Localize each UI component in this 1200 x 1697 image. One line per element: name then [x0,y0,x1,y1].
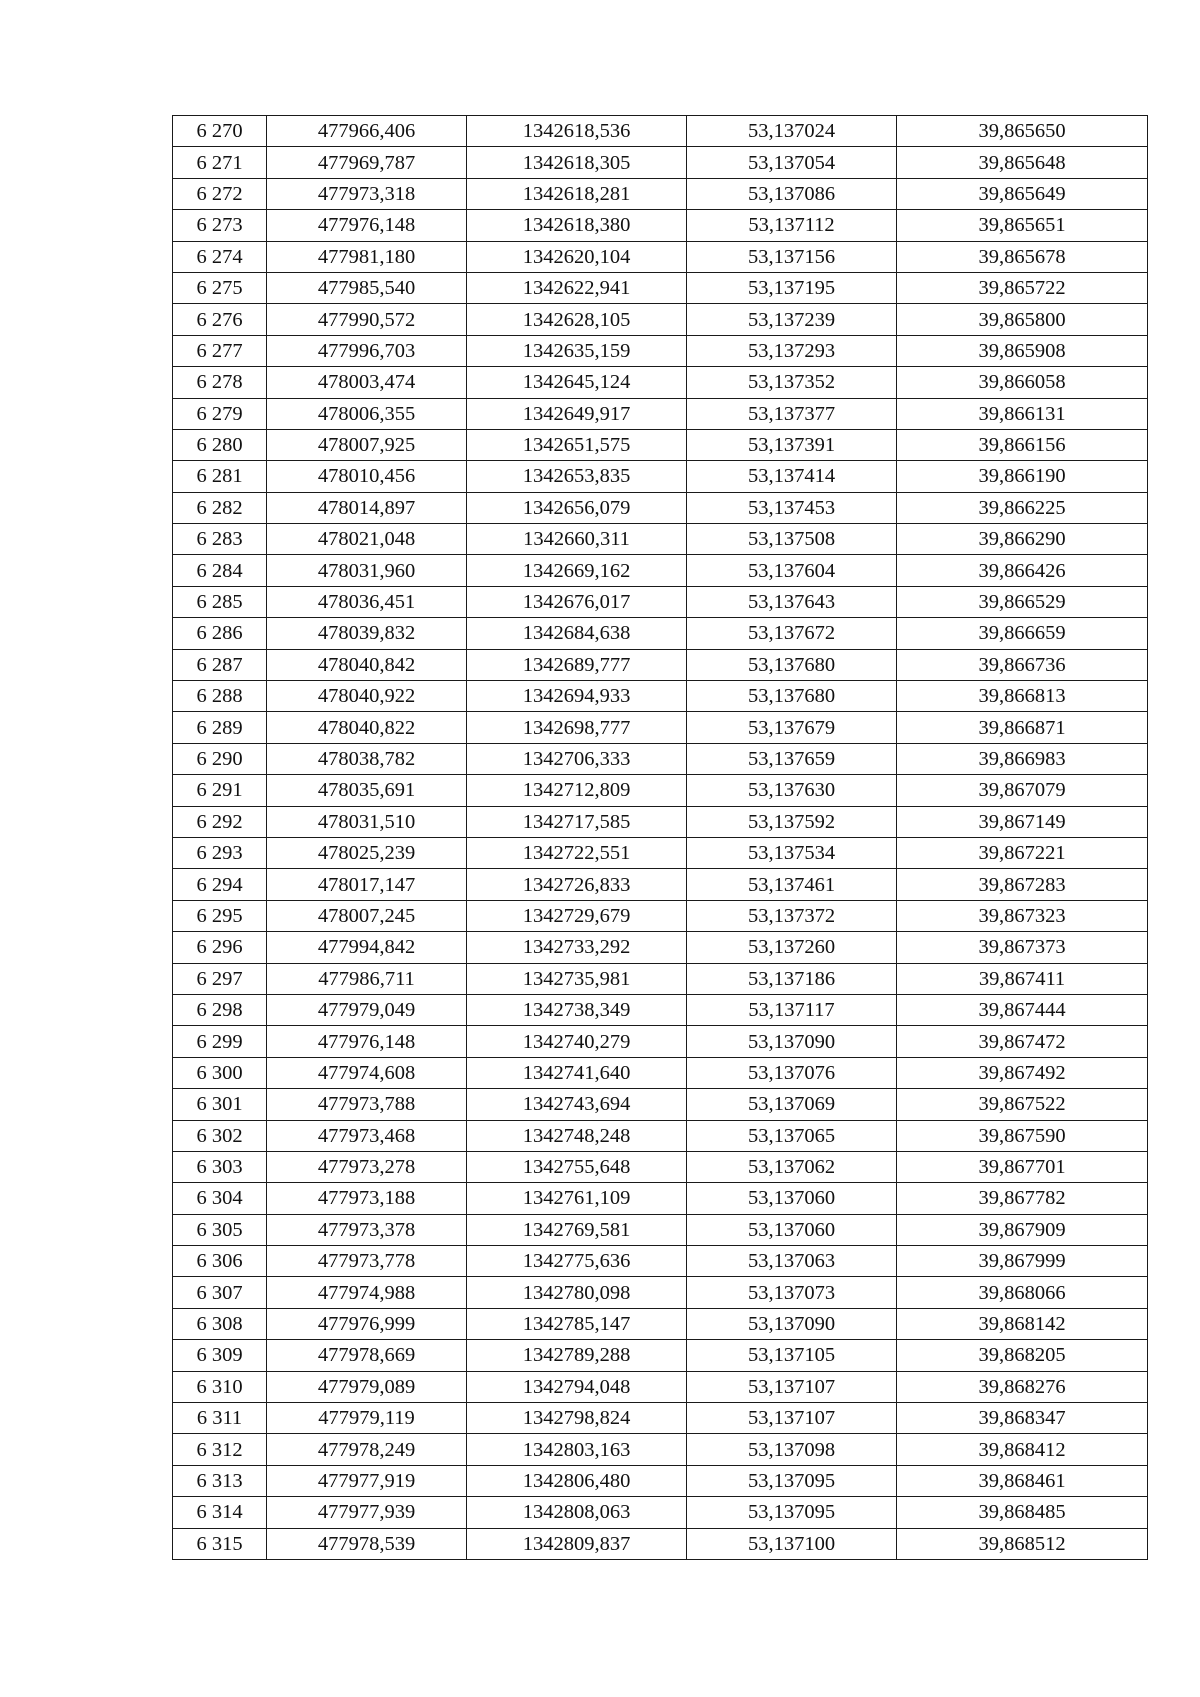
latitude-cell: 53,137186 [687,963,897,994]
table-row [173,116,1148,147]
longitude-cell: 39,868205 [897,1340,1148,1371]
y-coordinate-cell: 1342689,777 [467,649,687,680]
point-number-cell: 6 308 [173,1308,267,1339]
x-coordinate-cell: 477973,318 [267,178,467,209]
point-number-cell: 6 301 [173,1089,267,1120]
point-number-cell: 6 303 [173,1151,267,1182]
latitude-cell: 53,137060 [687,1183,897,1214]
x-coordinate-cell: 477976,148 [267,210,467,241]
longitude-cell: 39,868142 [897,1308,1148,1339]
table-row [173,1151,1148,1182]
y-coordinate-cell: 1342676,017 [467,586,687,617]
point-number-cell: 6 309 [173,1340,267,1371]
point-number-cell: 6 275 [173,272,267,303]
point-number-cell: 6 291 [173,775,267,806]
x-coordinate-cell: 477977,919 [267,1465,467,1496]
table-row [173,900,1148,931]
table-row [173,618,1148,649]
point-number-cell: 6 292 [173,806,267,837]
latitude-cell: 53,137680 [687,681,897,712]
point-number-cell: 6 310 [173,1371,267,1402]
table-row [173,775,1148,806]
table-row [173,1371,1148,1402]
y-coordinate-cell: 1342789,288 [467,1340,687,1371]
x-coordinate-cell: 478040,822 [267,712,467,743]
point-number-cell: 6 283 [173,524,267,555]
coordinates-table [172,115,1148,1560]
point-number-cell: 6 297 [173,963,267,994]
longitude-cell: 39,866659 [897,618,1148,649]
latitude-cell: 53,137508 [687,524,897,555]
point-number-cell: 6 288 [173,681,267,712]
longitude-cell: 39,866131 [897,398,1148,429]
latitude-cell: 53,137076 [687,1057,897,1088]
point-number-cell: 6 286 [173,618,267,649]
table-row [173,1403,1148,1434]
y-coordinate-cell: 1342712,809 [467,775,687,806]
longitude-cell: 39,867701 [897,1151,1148,1182]
longitude-cell: 39,868461 [897,1465,1148,1496]
point-number-cell: 6 314 [173,1497,267,1528]
point-number-cell: 6 287 [173,649,267,680]
table-row [173,1308,1148,1339]
point-number-cell: 6 293 [173,837,267,868]
longitude-cell: 39,865650 [897,116,1148,147]
table-row [173,555,1148,586]
y-coordinate-cell: 1342740,279 [467,1026,687,1057]
x-coordinate-cell: 477978,249 [267,1434,467,1465]
x-coordinate-cell: 477985,540 [267,272,467,303]
table-row [173,1183,1148,1214]
point-number-cell: 6 272 [173,178,267,209]
longitude-cell: 39,867444 [897,994,1148,1025]
table-row [173,806,1148,837]
point-number-cell: 6 270 [173,116,267,147]
table-row [173,398,1148,429]
table-row [173,1497,1148,1528]
y-coordinate-cell: 1342645,124 [467,367,687,398]
latitude-cell: 53,137604 [687,555,897,586]
point-number-cell: 6 306 [173,1246,267,1277]
x-coordinate-cell: 477979,089 [267,1371,467,1402]
latitude-cell: 53,137062 [687,1151,897,1182]
y-coordinate-cell: 1342809,837 [467,1528,687,1559]
longitude-cell: 39,866225 [897,492,1148,523]
y-coordinate-cell: 1342726,833 [467,869,687,900]
longitude-cell: 39,868512 [897,1528,1148,1559]
table-row [173,1089,1148,1120]
x-coordinate-cell: 478039,832 [267,618,467,649]
y-coordinate-cell: 1342735,981 [467,963,687,994]
point-number-cell: 6 289 [173,712,267,743]
point-number-cell: 6 302 [173,1120,267,1151]
y-coordinate-cell: 1342738,349 [467,994,687,1025]
point-number-cell: 6 271 [173,147,267,178]
x-coordinate-cell: 478003,474 [267,367,467,398]
latitude-cell: 53,137156 [687,241,897,272]
x-coordinate-cell: 477977,939 [267,1497,467,1528]
longitude-cell: 39,865908 [897,335,1148,366]
point-number-cell: 6 284 [173,555,267,586]
x-coordinate-cell: 477986,711 [267,963,467,994]
y-coordinate-cell: 1342656,079 [467,492,687,523]
point-number-cell: 6 285 [173,586,267,617]
table-row [173,492,1148,523]
latitude-cell: 53,137100 [687,1528,897,1559]
longitude-cell: 39,868485 [897,1497,1148,1528]
x-coordinate-cell: 477973,788 [267,1089,467,1120]
coordinates-table-body [173,116,1148,1560]
x-coordinate-cell: 477974,608 [267,1057,467,1088]
latitude-cell: 53,137391 [687,429,897,460]
latitude-cell: 53,137352 [687,367,897,398]
y-coordinate-cell: 1342694,933 [467,681,687,712]
latitude-cell: 53,137592 [687,806,897,837]
point-number-cell: 6 307 [173,1277,267,1308]
y-coordinate-cell: 1342722,551 [467,837,687,868]
longitude-cell: 39,868412 [897,1434,1148,1465]
table-row [173,147,1148,178]
longitude-cell: 39,867411 [897,963,1148,994]
longitude-cell: 39,867079 [897,775,1148,806]
latitude-cell: 53,137630 [687,775,897,806]
longitude-cell: 39,866290 [897,524,1148,555]
x-coordinate-cell: 478038,782 [267,743,467,774]
longitude-cell: 39,867373 [897,932,1148,963]
x-coordinate-cell: 477973,468 [267,1120,467,1151]
longitude-cell: 39,867999 [897,1246,1148,1277]
table-row [173,524,1148,555]
longitude-cell: 39,867909 [897,1214,1148,1245]
x-coordinate-cell: 477969,787 [267,147,467,178]
latitude-cell: 53,137453 [687,492,897,523]
y-coordinate-cell: 1342622,941 [467,272,687,303]
y-coordinate-cell: 1342618,536 [467,116,687,147]
y-coordinate-cell: 1342698,777 [467,712,687,743]
table-row [173,461,1148,492]
table-row [173,1026,1148,1057]
y-coordinate-cell: 1342733,292 [467,932,687,963]
longitude-cell: 39,868347 [897,1403,1148,1434]
latitude-cell: 53,137659 [687,743,897,774]
y-coordinate-cell: 1342618,281 [467,178,687,209]
table-row [173,743,1148,774]
table-row [173,429,1148,460]
table-row [173,304,1148,335]
table-row [173,1434,1148,1465]
latitude-cell: 53,137672 [687,618,897,649]
point-number-cell: 6 277 [173,335,267,366]
table-row [173,1214,1148,1245]
point-number-cell: 6 278 [173,367,267,398]
latitude-cell: 53,137414 [687,461,897,492]
latitude-cell: 53,137195 [687,272,897,303]
table-row [173,837,1148,868]
point-number-cell: 6 281 [173,461,267,492]
longitude-cell: 39,866813 [897,681,1148,712]
latitude-cell: 53,137063 [687,1246,897,1277]
point-number-cell: 6 282 [173,492,267,523]
latitude-cell: 53,137534 [687,837,897,868]
x-coordinate-cell: 478031,510 [267,806,467,837]
latitude-cell: 53,137105 [687,1340,897,1371]
latitude-cell: 53,137643 [687,586,897,617]
longitude-cell: 39,866156 [897,429,1148,460]
latitude-cell: 53,137065 [687,1120,897,1151]
point-number-cell: 6 299 [173,1026,267,1057]
latitude-cell: 53,137054 [687,147,897,178]
y-coordinate-cell: 1342651,575 [467,429,687,460]
x-coordinate-cell: 478025,239 [267,837,467,868]
point-number-cell: 6 276 [173,304,267,335]
table-row [173,712,1148,743]
point-number-cell: 6 279 [173,398,267,429]
x-coordinate-cell: 477973,778 [267,1246,467,1277]
longitude-cell: 39,866190 [897,461,1148,492]
longitude-cell: 39,866058 [897,367,1148,398]
point-number-cell: 6 304 [173,1183,267,1214]
longitude-cell: 39,867221 [897,837,1148,868]
y-coordinate-cell: 1342761,109 [467,1183,687,1214]
table-row [173,932,1148,963]
longitude-cell: 39,865649 [897,178,1148,209]
x-coordinate-cell: 478006,355 [267,398,467,429]
x-coordinate-cell: 478040,922 [267,681,467,712]
x-coordinate-cell: 477978,669 [267,1340,467,1371]
point-number-cell: 6 296 [173,932,267,963]
point-number-cell: 6 305 [173,1214,267,1245]
y-coordinate-cell: 1342635,159 [467,335,687,366]
longitude-cell: 39,865678 [897,241,1148,272]
y-coordinate-cell: 1342620,104 [467,241,687,272]
latitude-cell: 53,137260 [687,932,897,963]
longitude-cell: 39,867283 [897,869,1148,900]
x-coordinate-cell: 477976,999 [267,1308,467,1339]
y-coordinate-cell: 1342775,636 [467,1246,687,1277]
latitude-cell: 53,137098 [687,1434,897,1465]
x-coordinate-cell: 477976,148 [267,1026,467,1057]
x-coordinate-cell: 478007,245 [267,900,467,931]
latitude-cell: 53,137073 [687,1277,897,1308]
point-number-cell: 6 280 [173,429,267,460]
x-coordinate-cell: 477978,539 [267,1528,467,1559]
table-row [173,963,1148,994]
y-coordinate-cell: 1342653,835 [467,461,687,492]
point-number-cell: 6 294 [173,869,267,900]
y-coordinate-cell: 1342780,098 [467,1277,687,1308]
y-coordinate-cell: 1342794,048 [467,1371,687,1402]
longitude-cell: 39,866529 [897,586,1148,617]
latitude-cell: 53,137377 [687,398,897,429]
latitude-cell: 53,137024 [687,116,897,147]
latitude-cell: 53,137090 [687,1308,897,1339]
table-row [173,1465,1148,1496]
y-coordinate-cell: 1342649,917 [467,398,687,429]
point-number-cell: 6 298 [173,994,267,1025]
table-row [173,869,1148,900]
longitude-cell: 39,866736 [897,649,1148,680]
latitude-cell: 53,137095 [687,1497,897,1528]
point-number-cell: 6 273 [173,210,267,241]
y-coordinate-cell: 1342785,147 [467,1308,687,1339]
point-number-cell: 6 311 [173,1403,267,1434]
table-row [173,649,1148,680]
y-coordinate-cell: 1342669,162 [467,555,687,586]
latitude-cell: 53,137107 [687,1371,897,1402]
longitude-cell: 39,866983 [897,743,1148,774]
longitude-cell: 39,865648 [897,147,1148,178]
longitude-cell: 39,867782 [897,1183,1148,1214]
latitude-cell: 53,137461 [687,869,897,900]
point-number-cell: 6 315 [173,1528,267,1559]
point-number-cell: 6 295 [173,900,267,931]
x-coordinate-cell: 477981,180 [267,241,467,272]
table-row [173,1057,1148,1088]
longitude-cell: 39,867472 [897,1026,1148,1057]
y-coordinate-cell: 1342741,640 [467,1057,687,1088]
y-coordinate-cell: 1342660,311 [467,524,687,555]
table-row [173,241,1148,272]
x-coordinate-cell: 478036,451 [267,586,467,617]
longitude-cell: 39,868276 [897,1371,1148,1402]
latitude-cell: 53,137293 [687,335,897,366]
x-coordinate-cell: 478021,048 [267,524,467,555]
y-coordinate-cell: 1342618,305 [467,147,687,178]
longitude-cell: 39,868066 [897,1277,1148,1308]
longitude-cell: 39,867522 [897,1089,1148,1120]
longitude-cell: 39,867590 [897,1120,1148,1151]
table-row [173,1246,1148,1277]
longitude-cell: 39,866871 [897,712,1148,743]
x-coordinate-cell: 478031,960 [267,555,467,586]
table-row [173,994,1148,1025]
x-coordinate-cell: 477994,842 [267,932,467,963]
x-coordinate-cell: 478014,897 [267,492,467,523]
longitude-cell: 39,867492 [897,1057,1148,1088]
x-coordinate-cell: 477996,703 [267,335,467,366]
longitude-cell: 39,865651 [897,210,1148,241]
table-row [173,681,1148,712]
x-coordinate-cell: 477979,119 [267,1403,467,1434]
y-coordinate-cell: 1342729,679 [467,900,687,931]
table-row [173,1340,1148,1371]
latitude-cell: 53,137680 [687,649,897,680]
table-row [173,1120,1148,1151]
y-coordinate-cell: 1342717,585 [467,806,687,837]
x-coordinate-cell: 478007,925 [267,429,467,460]
table-row [173,1528,1148,1559]
x-coordinate-cell: 477966,406 [267,116,467,147]
y-coordinate-cell: 1342755,648 [467,1151,687,1182]
latitude-cell: 53,137069 [687,1089,897,1120]
point-number-cell: 6 290 [173,743,267,774]
latitude-cell: 53,137112 [687,210,897,241]
y-coordinate-cell: 1342748,248 [467,1120,687,1151]
latitude-cell: 53,137117 [687,994,897,1025]
y-coordinate-cell: 1342803,163 [467,1434,687,1465]
point-number-cell: 6 312 [173,1434,267,1465]
longitude-cell: 39,866426 [897,555,1148,586]
point-number-cell: 6 313 [173,1465,267,1496]
x-coordinate-cell: 478040,842 [267,649,467,680]
point-number-cell: 6 300 [173,1057,267,1088]
table-row [173,272,1148,303]
table-row [173,178,1148,209]
x-coordinate-cell: 478017,147 [267,869,467,900]
x-coordinate-cell: 477973,188 [267,1183,467,1214]
latitude-cell: 53,137086 [687,178,897,209]
longitude-cell: 39,867323 [897,900,1148,931]
y-coordinate-cell: 1342628,105 [467,304,687,335]
x-coordinate-cell: 477973,278 [267,1151,467,1182]
table-row [173,210,1148,241]
x-coordinate-cell: 478035,691 [267,775,467,806]
y-coordinate-cell: 1342706,333 [467,743,687,774]
y-coordinate-cell: 1342618,380 [467,210,687,241]
latitude-cell: 53,137060 [687,1214,897,1245]
latitude-cell: 53,137090 [687,1026,897,1057]
latitude-cell: 53,137239 [687,304,897,335]
longitude-cell: 39,867149 [897,806,1148,837]
x-coordinate-cell: 477973,378 [267,1214,467,1245]
x-coordinate-cell: 477990,572 [267,304,467,335]
point-number-cell: 6 274 [173,241,267,272]
x-coordinate-cell: 477974,988 [267,1277,467,1308]
table-row [173,1277,1148,1308]
y-coordinate-cell: 1342806,480 [467,1465,687,1496]
x-coordinate-cell: 477979,049 [267,994,467,1025]
latitude-cell: 53,137095 [687,1465,897,1496]
y-coordinate-cell: 1342798,824 [467,1403,687,1434]
longitude-cell: 39,865722 [897,272,1148,303]
table-row [173,367,1148,398]
table-row [173,335,1148,366]
y-coordinate-cell: 1342684,638 [467,618,687,649]
latitude-cell: 53,137107 [687,1403,897,1434]
x-coordinate-cell: 478010,456 [267,461,467,492]
y-coordinate-cell: 1342743,694 [467,1089,687,1120]
table-row [173,586,1148,617]
longitude-cell: 39,865800 [897,304,1148,335]
y-coordinate-cell: 1342769,581 [467,1214,687,1245]
latitude-cell: 53,137372 [687,900,897,931]
latitude-cell: 53,137679 [687,712,897,743]
y-coordinate-cell: 1342808,063 [467,1497,687,1528]
